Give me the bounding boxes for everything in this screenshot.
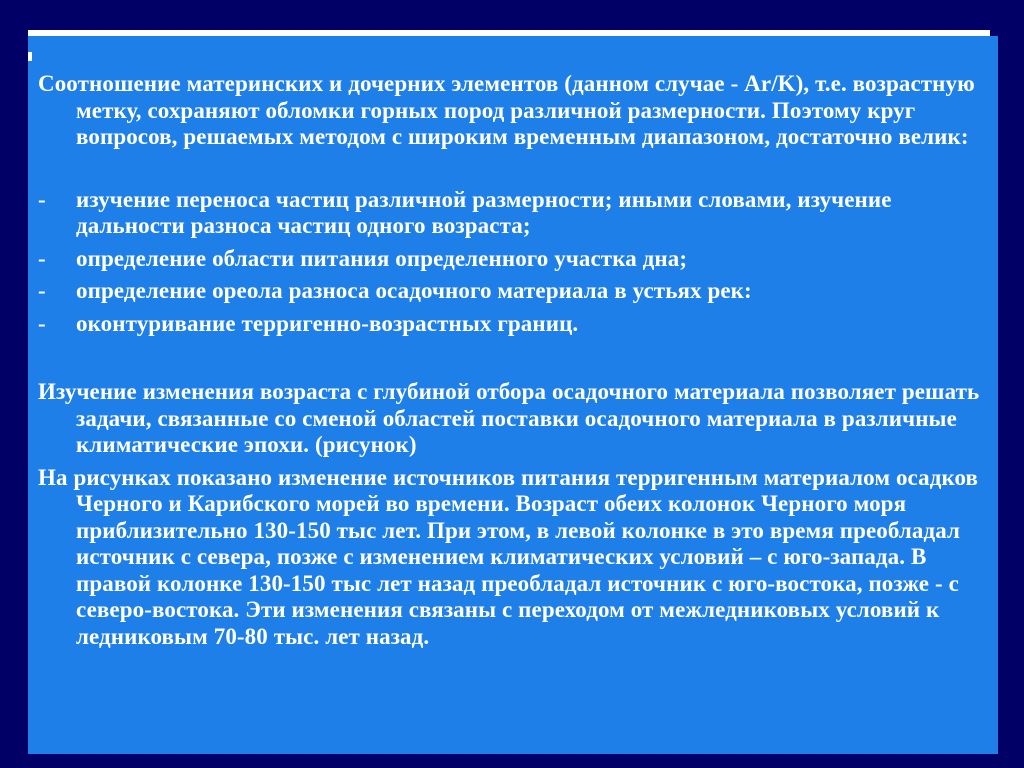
bullet-dash: - xyxy=(38,278,46,303)
figures-paragraph: На рисунках показано изменение источников питания терригенным материалом осадков Черного и Карибского морей во времени. Возраст обеих колонок Черного моря приблизительно 130-150 тыс лет. При этом, в левой колонке в это время преобладал источник с севера, позже с изменением климатических условий – с юго-запада. В правой колонке 130-150 тыс лет назад преобладал источник с юго-востока, позже - с северо-востока. Эти изменения связаны с переходом от межледниковых условий к ледниковым 70-80 тыс. лет назад. xyxy=(38,464,979,649)
bullet-dash: - xyxy=(38,310,46,336)
bullet-dash: - xyxy=(38,186,46,212)
bullet-item xyxy=(38,311,993,338)
bullet-item xyxy=(38,187,993,240)
bullet-dash: - xyxy=(38,245,46,271)
content-panel xyxy=(28,36,998,754)
bullet-text: определение ореола разноса осадочного материала в устьях рек: xyxy=(76,278,752,303)
bullet-list xyxy=(38,187,993,338)
rule-notch xyxy=(28,52,32,61)
bullet-item xyxy=(38,246,993,273)
bullet-text: определение области питания определенного участка дна; xyxy=(76,245,688,271)
spacer xyxy=(38,343,993,379)
slide-text xyxy=(38,71,993,650)
bullet-text: изучение переноса частиц различной размерности; иными словами, изучение дальности разноса частиц одного возраста; xyxy=(76,186,892,238)
depth-paragraph: Изучение изменения возраста с глубиной отбора осадочного материала позволяет решать задачи, связанные со сменой областей поставки осадочного материала в различные климатические эпохи. (рисунок) xyxy=(38,379,980,457)
intro-paragraph: Соотношение материнских и дочерних элементов (данном случае - Ar/K), т.е. возрастную метку, сохраняют обломки горных пород различной размерности. Поэтому круг вопросов, решаемых методом с широким временным диапазоном, достаточно велик: xyxy=(38,71,975,149)
bullet-text: оконтуривание терригенно-возрастных границ. xyxy=(76,310,579,336)
spacer xyxy=(38,151,993,187)
bullet-item xyxy=(38,278,993,305)
